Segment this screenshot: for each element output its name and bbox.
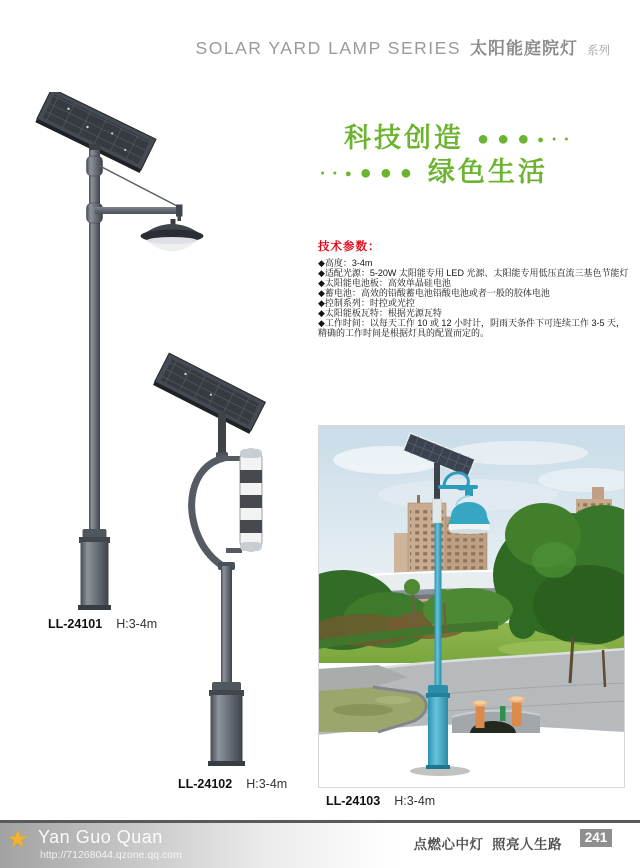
model-number: LL-24103 — [326, 794, 381, 808]
dot-icon: ● — [399, 162, 415, 185]
tech-specs-heading: 技术参数： — [318, 241, 381, 253]
dot-icon: ● — [477, 128, 493, 151]
model-height: H:3-4m — [116, 617, 158, 631]
dot-icon: ● — [497, 128, 513, 151]
dot-icon: ● — [379, 162, 395, 185]
tube-lamp — [224, 449, 262, 553]
slogan-line2 — [318, 150, 548, 189]
spec-item: ◆太阳能电池板：高效单晶硅电池 — [318, 278, 451, 288]
tech-specs — [318, 238, 630, 338]
page-number-badge: 241 — [580, 829, 612, 847]
model-number: LL-24101 — [48, 617, 103, 631]
arch-bridge — [452, 711, 540, 733]
page-header — [196, 34, 610, 59]
dot-icon: ● — [564, 136, 572, 144]
product-label — [48, 617, 157, 631]
series-title-cn: 太阳能庭院灯 — [470, 39, 578, 58]
spec-item: ◆工作时间：以每天工作 10 或 12 小时计，阴雨天条件下可连续工作 3-5 天， — [318, 318, 625, 328]
lamp-pole — [87, 144, 103, 530]
product-label — [178, 777, 287, 791]
spec-item: ◆蓄电池：高效的铅酸蓄电池铅酸电池或者一般的胶体电池 — [318, 288, 550, 298]
product-label — [326, 794, 435, 808]
product-drawing-ll24102 — [150, 352, 320, 777]
dot-icon: ● — [517, 128, 533, 151]
solar-panel — [153, 353, 265, 434]
dot-icon: ● — [332, 170, 340, 178]
dot-icon: ● — [320, 170, 328, 178]
spec-item: ◆太阳能板瓦特：根据光源瓦特 — [318, 308, 442, 318]
slogan-line2-text: 绿色生活 — [427, 157, 548, 187]
spec-item: ◆高度：3-4m — [318, 258, 373, 268]
crescent-arm — [192, 458, 228, 569]
watermark-url: http://71268044.qzone.qq.com — [40, 849, 182, 861]
dot-icon: ● — [551, 136, 560, 144]
spec-item: ◆适配光源：5-20W 太阳能专用 LED 光源、太阳能专用低压直流三基色节能灯 — [318, 268, 629, 278]
model-number: LL-24102 — [178, 777, 233, 791]
dot-icon: ● — [537, 133, 547, 146]
model-height: H:3-4m — [394, 794, 436, 808]
series-title-tag: 系列 — [587, 45, 610, 57]
saucer-lamp-head — [141, 219, 204, 252]
slogan-line1-text: 科技创造 — [344, 123, 464, 153]
page-footer — [0, 820, 640, 868]
lamp-pole — [218, 562, 235, 682]
star-icon: ★ — [7, 826, 29, 853]
dot-icon: ● — [359, 162, 375, 185]
spec-item: 精确的工作时间是根据灯具的配置而定的。 — [318, 328, 490, 338]
lamp-arm — [95, 205, 183, 222]
footer-motto: 点燃心中灯 照亮人生路 — [413, 837, 562, 852]
watermark-name: Yan Guo Quan — [38, 827, 163, 847]
pole-base — [78, 529, 111, 610]
product-photo-ll24103 — [318, 425, 625, 788]
series-title-en: SOLAR YARD LAMP SERIES — [195, 38, 461, 58]
pole-base — [208, 682, 245, 766]
spec-item: ◆控制系列：时控或光控 — [318, 298, 415, 308]
dot-icon: ● — [344, 167, 355, 180]
model-height: H:3-4m — [246, 777, 288, 791]
